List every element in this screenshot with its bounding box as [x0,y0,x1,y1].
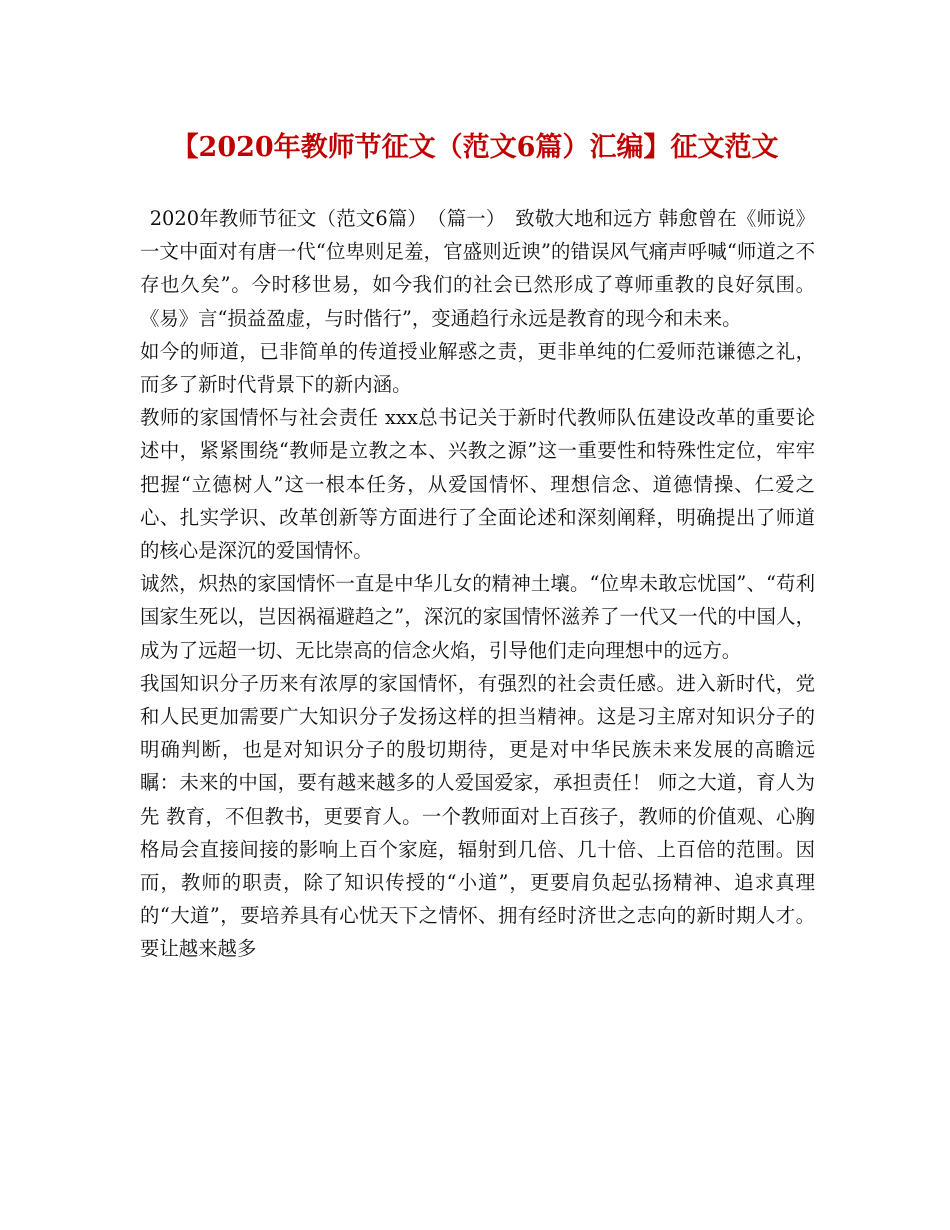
document-title: 【2020年教师节征文（范文6篇）汇编】征文范文 [171,132,779,163]
paragraph-2: 如今的师道，已非简单的传道授业解惑之责，更非单纯的仁爱师范谦德之礼，而多了新时代背景下的新内涵。 [140,339,815,397]
paragraph-1: 2020年教师节征文（范文6篇） （篇一） 致敬大地和远方 韩愈曾在《师说》一文中面对有唐一代“位卑则足羞，官盛则近谀”的错误风气痛声呼喊“师道之不存也久矣”。今时移世易，如今我们的社会已然形成了尊师重教的良好氛围。《易》言“损益盈虚，与时偕行”，变通趋行永远是教育的现今和未来。 [140,207,815,330]
paragraph-3: 教师的家国情怀与社会责任 xxx总书记关于新时代教师队伍建设改革的重要论述中，紧紧围绕“教师是立教之本、兴教之源”这一重要性和特殊性定位，牢牢把握“立德树人”这一根本任务，从爱国情怀、理想信念、道德情操、仁爱之心、扎实学识、改革创新等方面进行了全面论述和深刻阐释，明确提出了师道的核心是深沉的爱国情怀。 [140,406,815,563]
document-body [140,202,815,966]
paragraph-5: 我国知识分子历来有浓厚的家国情怀，有强烈的社会责任感。进入新时代，党和人民更加需要广大知识分子发扬这样的担当精神。这是习主席对知识分子的明确判断，也是对知识分子的殷切期待，更是对中华民族未来发展的高瞻远瞩：未来的中国，要有越来越多的人爱国爱家，承担责任！ 师之大道，育人为先 教育，不但教书，更要育人。一个教师面对上百孩子，教师的价值观、心胸格局会直接间接的影响上百个家庭，辐射到几倍、几十倍、上百倍的范围。因而，教师的职责，除了知识传授的“小道”，更要肩负起弘扬精神、追求真理的“大道”，要培养具有心忧天下之情怀、拥有经时济世之志向的新时期人才。要让越来越多 [140,671,815,961]
paragraph-4: 诚然，炽热的家国情怀一直是中华儿女的精神土壤。“位卑未敢忘忧国”、“苟利国家生死以，岂因祸福避趋之”，深沉的家国情怀滋养了一代又一代的中国人，成为了远超一切、无比崇高的信念火焰，引导他们走向理想中的远方。 [140,572,815,662]
